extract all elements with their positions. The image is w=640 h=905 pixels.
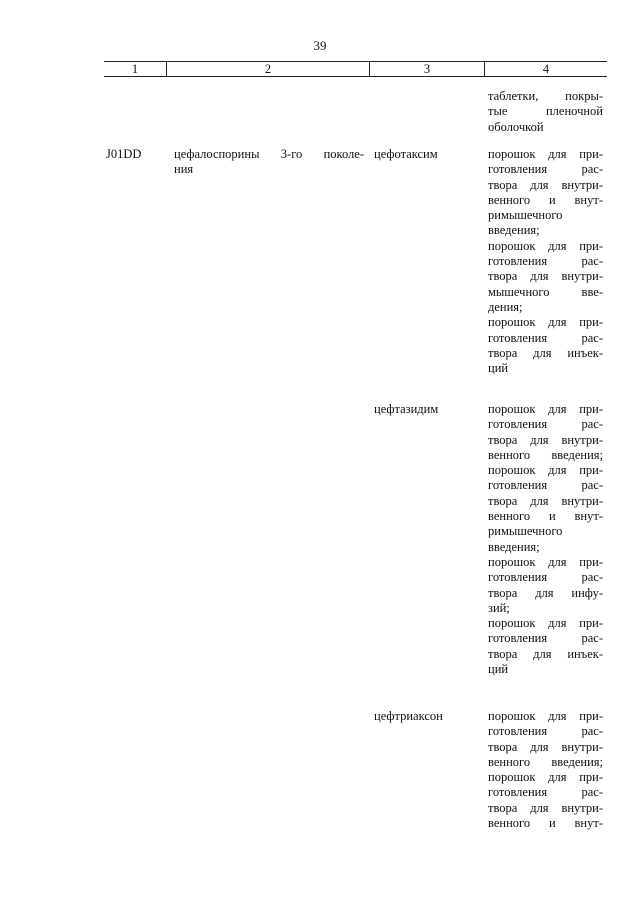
dosage-form-line: порошок для при- [488, 709, 603, 723]
dosage-form-line: твора для инъек- [488, 345, 603, 360]
dosage-form-line: введения; [488, 539, 540, 554]
dosage-form-line: порошок для при- [488, 554, 603, 569]
dosage-form-line: венного введения; [488, 754, 603, 769]
dosage-form-line: готовления рас- [488, 631, 603, 646]
dosage-form-line: дения; [488, 299, 523, 314]
dosage-form-line: готовления рас- [488, 417, 603, 432]
page-number: 39 [313, 38, 327, 53]
dosage-form-line: оболочкой [488, 119, 544, 134]
atc-code: J01DD [106, 147, 142, 161]
dosage-form-line: готовления рас- [488, 330, 603, 345]
drug-name: цефотаксим [374, 147, 438, 161]
group-line: ния [174, 162, 194, 177]
dosage-form-line: порошок для при- [488, 147, 603, 161]
column-header-3: 3 [370, 62, 485, 77]
dosage-forms [488, 147, 603, 376]
dosage-form-line: римышечного [488, 524, 563, 539]
dosage-form-line: порошок для при- [488, 238, 603, 253]
column-header-1: 1 [104, 62, 167, 77]
dosage-form-line: твора для внутри- [488, 432, 603, 447]
dosage-form-line: венного введения; [488, 447, 603, 462]
column-header-row [104, 61, 607, 77]
dosage-form-line: твора для инъек- [488, 646, 603, 661]
dosage-form-line: римышечного [488, 208, 563, 223]
column-header-2: 2 [167, 62, 370, 77]
dosage-form-line: готовления рас- [488, 724, 603, 739]
dosage-form-line: твора для инфу- [488, 585, 603, 600]
dosage-forms [488, 89, 603, 135]
group-line: цефалоспорины 3-го поколе- [174, 147, 364, 161]
dosage-forms [488, 709, 603, 831]
dosage-form-line: готовления рас- [488, 785, 603, 800]
dosage-form-line: порошок для при- [488, 463, 603, 478]
dosage-form-line: готовления рас- [488, 478, 603, 493]
dosage-form-line: ций [488, 662, 509, 677]
dosage-form-line: порошок для при- [488, 315, 603, 330]
dosage-form-line: твора для внутри- [488, 177, 603, 192]
dosage-forms [488, 402, 603, 677]
anatomical-therapeutic-group [174, 147, 364, 178]
dosage-form-line: таблетки, покры- [488, 89, 603, 103]
dosage-form-line: твора для внутри- [488, 739, 603, 754]
dosage-form-line: твора для внутри- [488, 269, 603, 284]
dosage-form-line: венного и внут- [488, 816, 603, 831]
drug-name: цефтриаксон [374, 709, 443, 723]
dosage-form-line: зий; [488, 600, 510, 615]
dosage-form-line: порошок для при- [488, 616, 603, 631]
column-header-4: 4 [485, 62, 608, 77]
dosage-form-line: венного и внут- [488, 192, 603, 207]
dosage-form-line: порошок для при- [488, 770, 603, 785]
dosage-form-line: порошок для при- [488, 402, 603, 416]
dosage-form-line: мышечного вве- [488, 284, 603, 299]
dosage-form-line: введения; [488, 223, 540, 238]
dosage-form-line: готовления рас- [488, 162, 603, 177]
dosage-form-line: венного и внут- [488, 509, 603, 524]
dosage-form-line: ций [488, 361, 509, 376]
drug-name: цефтазидим [374, 402, 439, 416]
dosage-form-line: твора для внутри- [488, 800, 603, 815]
dosage-form-line: готовления рас- [488, 254, 603, 269]
dosage-form-line: тые пленочной [488, 104, 603, 119]
dosage-form-line: твора для внутри- [488, 493, 603, 508]
dosage-form-line: готовления рас- [488, 570, 603, 585]
